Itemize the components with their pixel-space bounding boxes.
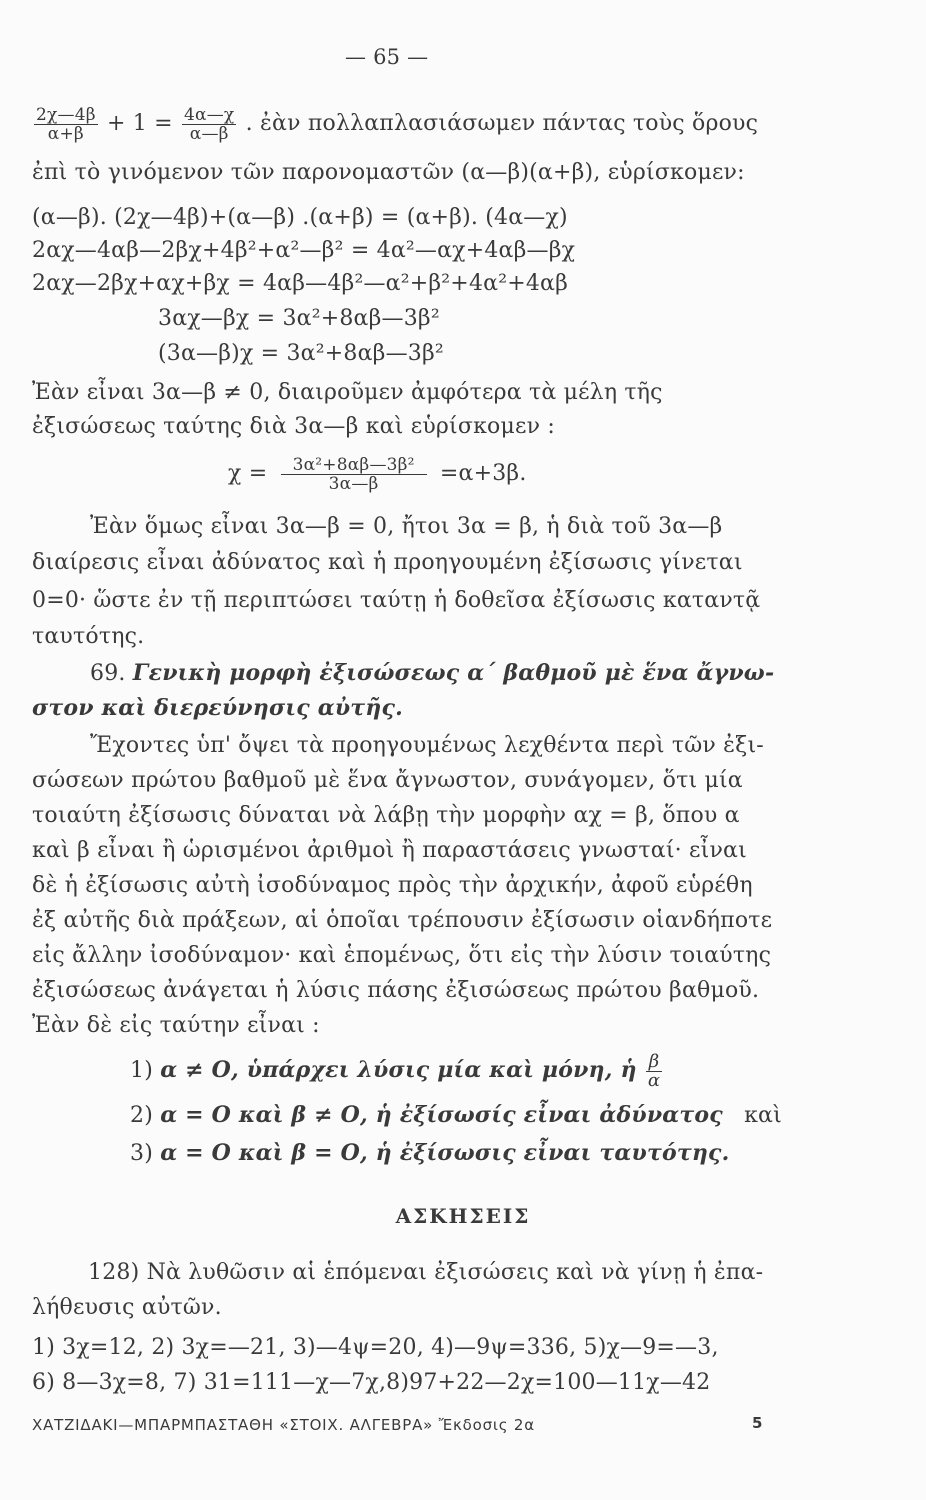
fraction-denominator: α+β bbox=[47, 123, 84, 144]
text-line: Ἐὰν ὅμως εἶναι 3α—β = 0, ἤτοι 3α = β, ἡ διὰ τοῦ 3α—β bbox=[90, 514, 723, 539]
text-line: Ἐὰν εἶναι 3α—β ≠ 0, διαιροῦμεν ἀμφότερα τὰ μέλη τῆς bbox=[32, 380, 663, 405]
section-title-continued: στον καὶ διερεύνησις αὐτῆς. bbox=[32, 695, 403, 721]
equation-line: 2αχ—4αβ—2βχ+4β²+α²—β² = 4α²—αχ+4αβ—βχ bbox=[32, 238, 576, 263]
fraction-right bbox=[182, 106, 236, 143]
text-line: εἰς ἄλλην ἰσοδύναμον· καὶ ἑπομένως, ὅτι εἰς τὴν λύσιν τοιαύτης bbox=[32, 943, 772, 968]
text-line: ἐξ αὐτῆς διὰ πράξεων, αἱ ὁποῖαι τρέπουσιν ἐξίσωσιν οἱανδήποτε bbox=[32, 908, 773, 933]
footer-authors: ΧΑΤΖΙΔΑΚΙ—ΜΠΑΡΜΠΑΣΤΑΘΗ «ΣΤΟΙΧ. ΑΛΓΕΒΡΑ» Ἔκδοσις 2α bbox=[32, 1416, 535, 1434]
fraction-numerator: 3α²+8αβ—3β² bbox=[281, 456, 427, 475]
page-number: — 65 — bbox=[345, 45, 429, 69]
fraction-denominator: α bbox=[647, 1069, 661, 1091]
exercise-intro: λήθευσις αὐτῶν. bbox=[32, 1295, 222, 1320]
equation-line: (3α—β)χ = 3α²+8αβ—3β² bbox=[158, 341, 444, 366]
case-number: 2) bbox=[130, 1103, 153, 1128]
line-text: . ἐὰν πολλαπλασιάσωμεν πάντας τοὺς ὅρους bbox=[245, 111, 759, 136]
fraction-numerator: 2χ—4β bbox=[36, 104, 96, 125]
fraction-left bbox=[34, 106, 98, 143]
case-3 bbox=[130, 1140, 730, 1167]
equation-line: (α—β). (2χ—4β)+(α—β) .(α+β) = (α+β). (4α—χ) bbox=[32, 205, 568, 230]
case-number: 3) bbox=[130, 1141, 153, 1166]
exercise-line: 1) 3χ=12, 2) 3χ=—21, 3)—4ψ=20, 4)—9ψ=336, 5)χ—9=—3, bbox=[32, 1335, 719, 1360]
case-text: α ≠ Ο, ὑπάρχει λύσις μία καὶ μόνη, ἡ bbox=[160, 1057, 637, 1083]
section-heading bbox=[90, 660, 774, 687]
exercises-heading: ΑΣΚΗΣΕΙΣ bbox=[395, 1204, 531, 1228]
plus-one: + 1 = bbox=[106, 111, 173, 136]
text-line: ἐπὶ τὸ γινόμενον τῶν παρονομαστῶν (α—β)(α+β), εὑρίσκομεν: bbox=[32, 160, 745, 185]
text-line: 0=0· ὥστε ἐν τῇ περιπτώσει ταύτῃ ἡ δοθεῖσα ἐξίσωσις καταντᾷ bbox=[32, 588, 761, 613]
solution-rhs: =α+3β. bbox=[439, 461, 527, 486]
exercise-intro: 128) Νὰ λυθῶσιν αἱ ἑπόμεναι ἐξισώσεις καὶ νὰ γίνῃ ἡ ἐπα- bbox=[88, 1260, 764, 1285]
case-tail: καὶ bbox=[744, 1103, 782, 1128]
case-text: α = Ο καὶ β = Ο, ἡ ἐξίσωσις εἶναι ταυτότης. bbox=[160, 1140, 730, 1166]
text-line: ἐξισώσεως ταύτης διὰ 3α—β καὶ εὑρίσκομεν : bbox=[32, 414, 555, 439]
fraction-denominator: α—β bbox=[189, 123, 229, 144]
fraction-numerator: β bbox=[646, 1053, 662, 1072]
case-2 bbox=[130, 1102, 782, 1129]
fraction-numerator: 4α—χ bbox=[184, 104, 235, 125]
case-number: 1) bbox=[130, 1058, 153, 1083]
text-line: Ἐὰν δὲ εἰς ταύτην εἶναι : bbox=[32, 1013, 320, 1038]
text-line: Ἔχοντες ὑπ' ὄψει τὰ προηγουμένως λεχθέντα περὶ τῶν ἐξι- bbox=[90, 733, 764, 758]
text-line: δὲ ἡ ἐξίσωσις αὐτὴ ἰσοδύναμος πρὸς τὴν ἀρχικήν, ἀφοῦ εὑρέθη bbox=[32, 873, 753, 898]
equation-line: 2αχ—2βχ+αχ+βχ = 4αβ—4β²—α²+β²+4α²+4αβ bbox=[32, 271, 569, 296]
solution-lhs: χ = bbox=[228, 461, 268, 486]
fraction-denominator: 3α—β bbox=[328, 473, 379, 494]
section-title: Γενικὴ μορφὴ ἐξισώσεως α΄ βαθμοῦ μὲ ἕνα ἄγνω- bbox=[132, 660, 775, 686]
equation-line-1 bbox=[32, 100, 758, 148]
footer-signature: 5 bbox=[752, 1414, 764, 1432]
solution-line bbox=[228, 448, 527, 500]
text-line: διαίρεσις εἶναι ἀδύνατος καὶ ἡ προηγουμένη ἐξίσωσις γίνεται bbox=[32, 550, 743, 575]
solution-fraction bbox=[281, 456, 427, 493]
case-text: α = Ο καὶ β ≠ Ο, ἡ ἐξίσωσίς εἶναι ἀδύνατος bbox=[160, 1102, 723, 1128]
case-1 bbox=[130, 1045, 664, 1095]
case-fraction bbox=[646, 1050, 662, 1091]
section-number: 69. bbox=[90, 661, 126, 686]
text-line: ταυτότης. bbox=[32, 624, 145, 649]
text-line: ἐξισώσεως ἀνάγεται ἡ λύσις πάσης ἐξισώσεως πρώτου βαθμοῦ. bbox=[32, 978, 760, 1003]
text-line: καὶ β εἶναι ἢ ὡρισμένοι ἀριθμοὶ ἢ παραστάσεις γνωσταί· εἶναι bbox=[32, 838, 747, 863]
equation-line: 3αχ—βχ = 3α²+8αβ—3β² bbox=[158, 306, 440, 331]
text-line: τοιαύτη ἐξίσωσις δύναται νὰ λάβῃ τὴν μορφὴν αχ = β, ὅπου α bbox=[32, 803, 740, 828]
text-line: σώσεων πρώτου βαθμοῦ μὲ ἕνα ἄγνωστον, συνάγομεν, ὅτι μία bbox=[32, 768, 743, 793]
exercise-line: 6) 8—3χ=8, 7) 31=111—χ—7χ,8)97+22—2χ=100—11χ—42 bbox=[32, 1370, 711, 1395]
